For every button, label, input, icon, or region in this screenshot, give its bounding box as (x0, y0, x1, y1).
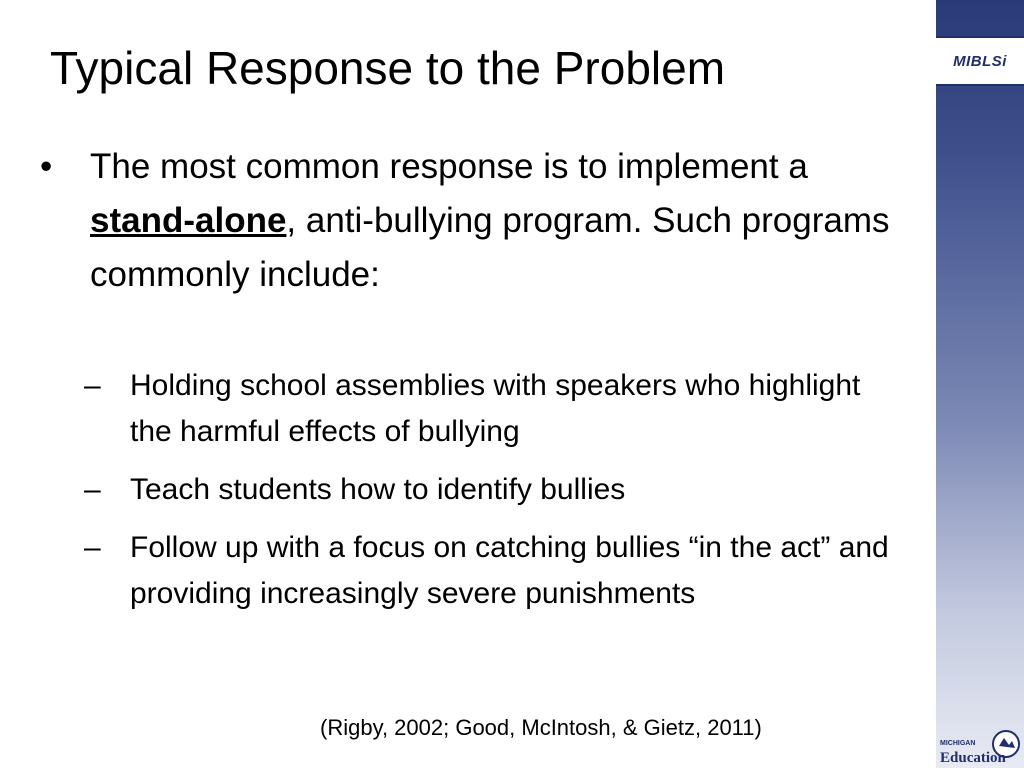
citation-text: (Rigby, 2002; Good, McIntosh, & Gietz, 2011) (320, 715, 762, 740)
main-bullet-before: The most common response is to implement a (90, 147, 808, 186)
main-bullet-emphasis: stand-alone (90, 201, 287, 240)
side-gradient-band (936, 0, 1024, 768)
main-bullet-after: , anti-bullying program. Such programs commonly include: (90, 201, 890, 294)
michigan-education-logo (936, 718, 1024, 768)
slide-title: Typical Response to the Problem (50, 42, 726, 94)
sub-bullet-marker: – (84, 369, 101, 402)
sub-bullet-marker: – (84, 531, 101, 564)
michigan-logo-text: MICHIGAN (940, 740, 976, 747)
mibls-logo (936, 36, 1024, 86)
sub-bullet-item: Follow up with a focus on catching bullies “in the act” and providing increasingly severe punishments (130, 531, 889, 610)
education-logo-text: Education (940, 750, 1006, 766)
mibls-logo-text: MIBLSi (953, 52, 1007, 70)
sub-bullet-item: Teach students how to identify bullies (130, 473, 626, 506)
sub-bullet-item: Holding school assemblies with speakers who highlight the harmful effects of bullying (130, 369, 861, 448)
main-bullet-text (90, 140, 900, 302)
sub-bullet-marker: – (84, 473, 101, 506)
bullet-marker: • (40, 147, 53, 186)
